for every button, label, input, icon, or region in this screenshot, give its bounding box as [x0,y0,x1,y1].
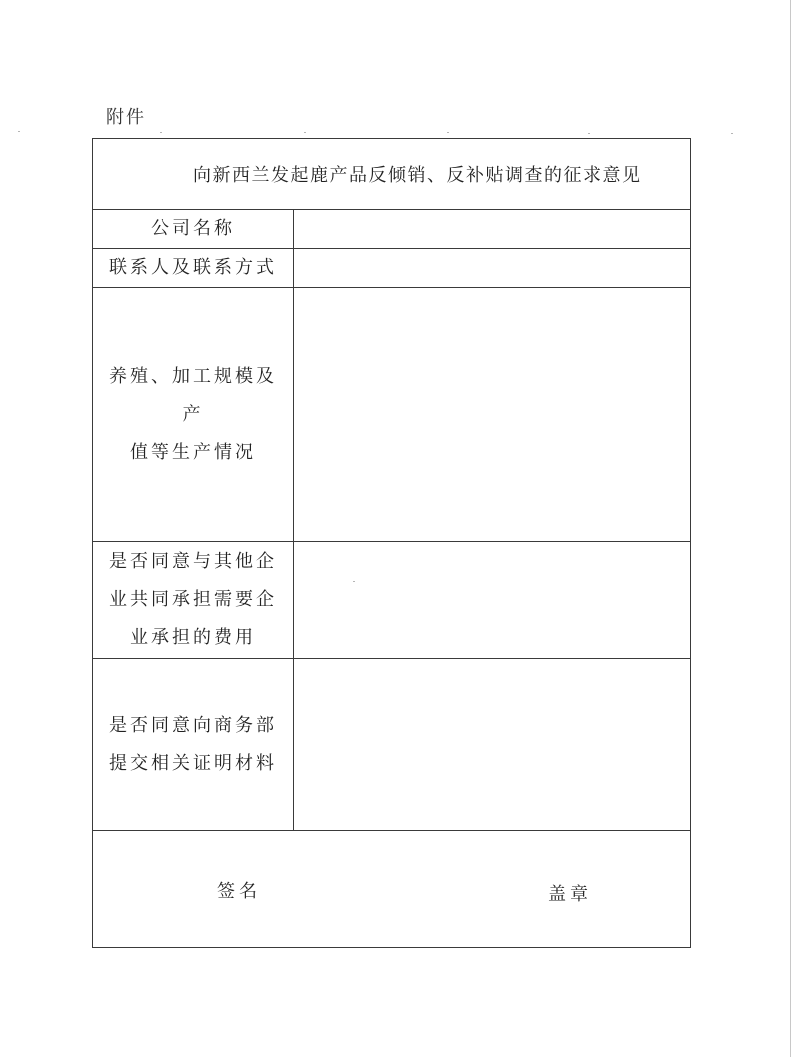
row-label-cell [93,659,294,830]
sign-label: 签名 [217,881,261,902]
row-production [93,288,690,542]
contact-field[interactable] [294,249,690,287]
cost-sharing-label: 是否同意与其他企 业共同承担需要企 业承担的费用 [109,551,277,648]
row-company-name [93,210,690,249]
row-label-cell [93,542,294,658]
signature-row [93,830,690,947]
company-name-label: 公司名称 [151,218,235,239]
page-edge-line [790,0,791,1057]
row-label-cell [93,210,294,248]
row-label-cell [93,249,294,287]
cost-sharing-field[interactable] [294,542,690,658]
form-title: 向新西兰发起鹿产品反倾销、反补贴调查的征求意见 [193,165,642,186]
opinion-form-table [92,138,691,948]
production-label: 养殖、加工规模及产 值等生产情况 [109,365,277,463]
attachment-label: 附件 [106,107,146,128]
form-title-row [93,139,690,210]
company-name-field[interactable] [294,210,690,248]
contact-label: 联系人及联系方式 [109,257,277,278]
evidence-label: 是否同意向商务部 提交相关证明材料 [109,714,277,774]
evidence-field[interactable] [294,659,690,830]
row-evidence [93,659,690,831]
production-field[interactable] [294,288,690,541]
seal-label: 盖章 [548,884,592,905]
row-label-cell [93,288,294,541]
row-contact [93,249,690,288]
row-cost-sharing [93,542,690,659]
